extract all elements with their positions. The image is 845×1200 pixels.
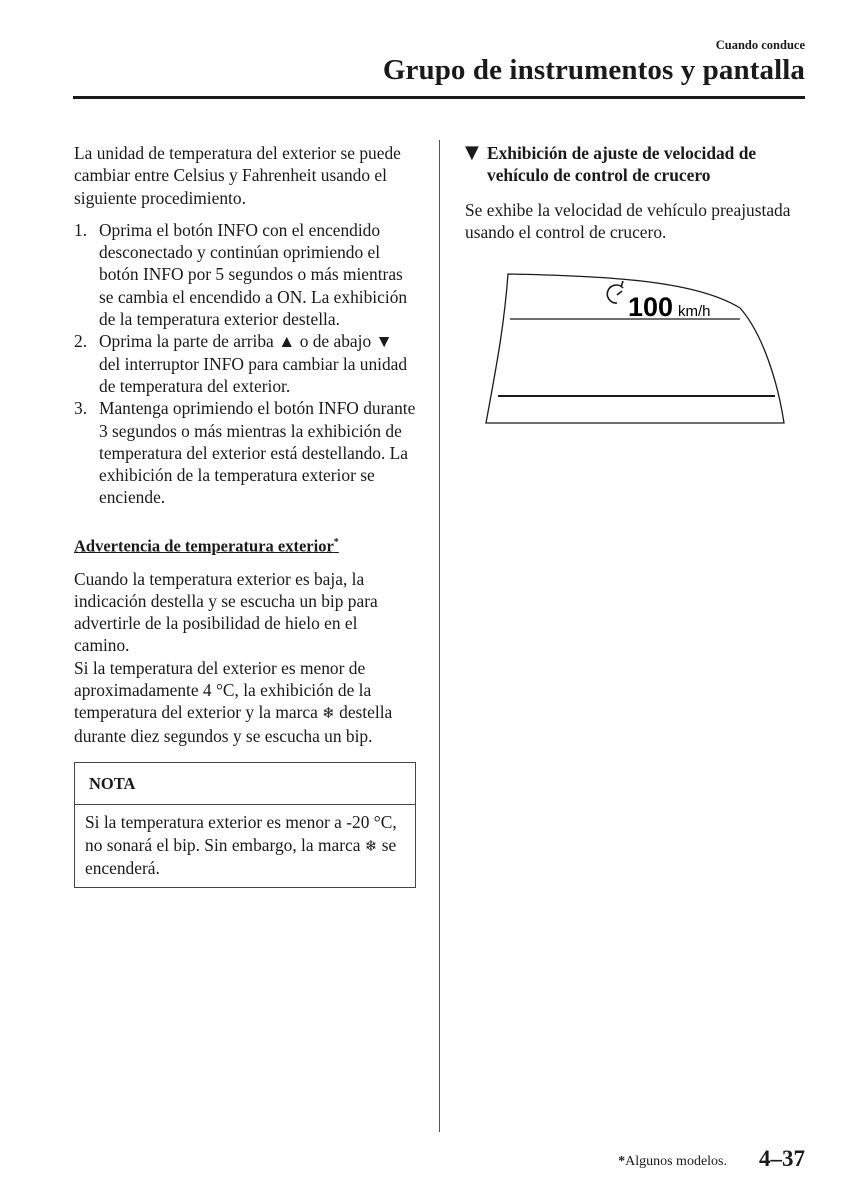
section-label: Cuando conduce — [715, 38, 805, 52]
step-text: Oprima la parte de arriba ▲ o de abajo ▼ del interruptor INFO para cambiar la unidad de temperatura del exterior. — [99, 331, 408, 396]
snowflake-icon: ❄ — [364, 836, 378, 855]
step-number: 1. — [74, 219, 88, 240]
intro-paragraph: La unidad de temperatura del exterior se puede cambiar entre Celsius y Fahrenheit usando el siguiente procedimiento. — [74, 143, 401, 208]
column-divider — [439, 140, 440, 1132]
page-title: Grupo de instrumentos y pantalla — [382, 54, 805, 86]
note-box — [74, 762, 416, 888]
step-number: 2. — [74, 331, 88, 352]
step-item — [74, 330, 416, 397]
step-text: Oprima el botón INFO con el encendido desconectado y continúan oprimiendo el botón INFO por 5 segundos o más mientras se cambia el encendido a ON. La exhibición de la temperatura exterior destella. — [99, 219, 408, 330]
cruise-description: Se exhibe la velocidad de vehículo preajustada usando el control de crucero. — [465, 199, 791, 242]
page-number: 4–37 — [759, 1146, 805, 1171]
triangle-icon: ▼ — [465, 142, 479, 163]
cruise-display-illustration — [478, 268, 788, 428]
snowflake-icon: ❄ — [322, 704, 335, 723]
cruise-heading: ▼ Exhibición de ajuste de velocidad de vehículo de control de crucero — [465, 142, 757, 186]
step-item — [74, 397, 416, 508]
cruise-speed-icon — [607, 281, 623, 303]
step-number: 3. — [74, 398, 88, 419]
right-column — [465, 142, 810, 243]
step-item — [74, 219, 416, 330]
step-text: Mantenga oprimiendo el botón INFO durante 3 segundos o más mientras la exhibición de temperatura del exterior está destellando. La exhibición de la temperatura exterior se enciende. — [99, 398, 416, 508]
left-column — [74, 142, 416, 888]
footnote: *Algunos modelos. — [618, 1154, 727, 1169]
speed-unit: km/h — [678, 303, 711, 320]
warning-heading: Advertencia de temperatura exterior* — [74, 536, 339, 556]
header-rule — [73, 96, 805, 99]
speed-value: 100 — [628, 292, 674, 322]
warning-paragraph-1: Cuando la temperatura exterior es baja, la indicación destella y se escucha un bip para advertirle de la posibilidad de hielo en el camino. — [74, 568, 378, 656]
note-heading: NOTA — [75, 763, 415, 805]
procedure-steps — [74, 219, 416, 509]
warning-paragraph-2: Si la temperatura del exterior es menor de aproximadamente 4 °C, la exhibición de la temperatura del exterior y la marca ❄ destella durante diez segundos y se escucha un bip. — [74, 657, 393, 746]
footnote-marker: * — [333, 536, 339, 548]
note-body: Si la temperatura exterior es menor a -20 °C, no sonará el bip. Sin embargo, la marca ❄ se encenderá. — [85, 812, 397, 878]
